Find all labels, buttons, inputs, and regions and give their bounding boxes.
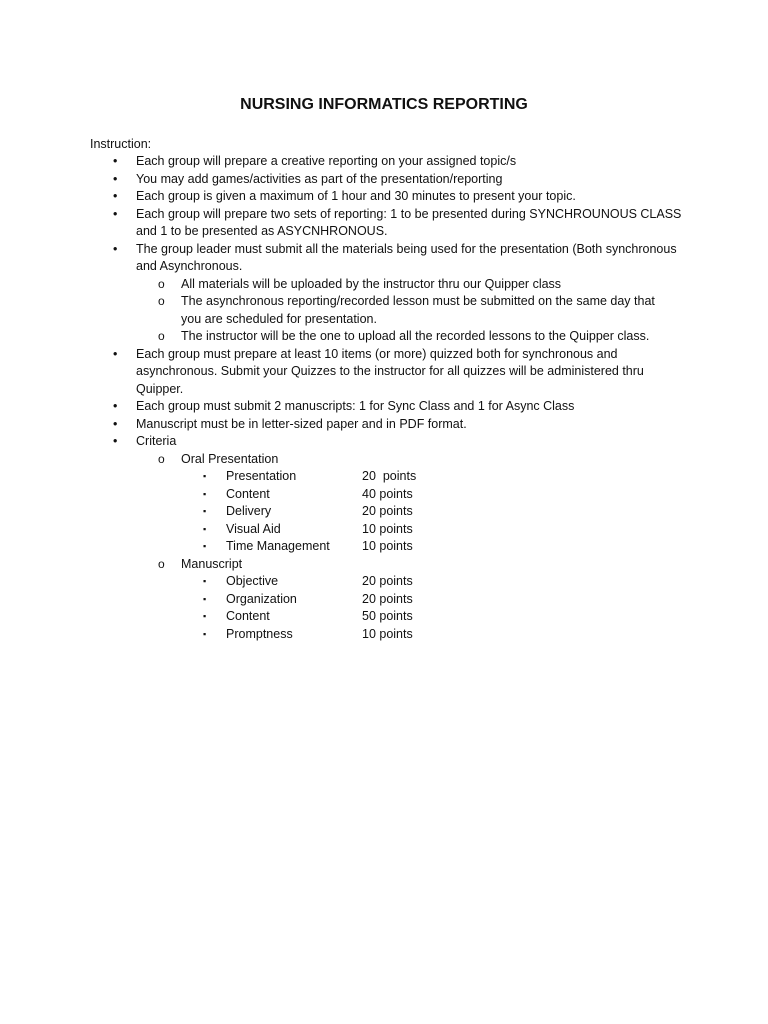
- criteria-row: [0, 468, 768, 486]
- bullet-marker: •: [113, 241, 118, 256]
- criteria-row: [0, 521, 768, 539]
- criteria-points: 10 points: [362, 539, 413, 553]
- list-item-criteria: • Criteria: [0, 433, 768, 451]
- criteria-group-manuscript: [0, 556, 768, 574]
- criteria-points: 20 points: [362, 469, 417, 483]
- bullet-marker: •: [113, 346, 118, 361]
- criteria-row: [0, 591, 768, 609]
- criteria-row: [0, 503, 768, 521]
- sub-list-item: o The asynchronous reporting/recorded lesson must be submitted on the same day that you are scheduled for presentation.: [158, 294, 655, 326]
- square-marker: ▪: [203, 506, 207, 516]
- square-marker: ▪: [203, 593, 207, 604]
- bullet-marker: •: [113, 171, 118, 186]
- criteria-label: Content: [226, 486, 270, 501]
- criteria-points: 50 points: [362, 609, 413, 623]
- sub-list-item: o All materials will be uploaded by the instructor thru our Quipper class: [0, 276, 768, 294]
- criteria-row: [0, 538, 768, 556]
- list-item: • The group leader must submit all the materials being used for the presentation (Both synchronous and Asynchronous.: [113, 241, 677, 273]
- instruction-list: [0, 153, 768, 643]
- square-marker: ▪: [203, 541, 207, 551]
- square-marker: ▪: [203, 488, 207, 499]
- list-item: • Manuscript must be in letter-sized paper and in PDF format.: [0, 416, 768, 434]
- sub-list-item: o The instructor will be the one to upload all the recorded lessons to the Quipper class.: [0, 328, 768, 346]
- criteria-points: 20 points: [362, 504, 413, 518]
- criteria-row: [0, 573, 768, 591]
- criteria-label: Presentation: [226, 469, 297, 483]
- square-marker: ▪: [203, 611, 207, 621]
- bullet-marker: •: [113, 416, 118, 431]
- criteria-group-label: Oral Presentation: [181, 451, 279, 466]
- circle-marker: o: [158, 556, 165, 571]
- bullet-marker: •: [113, 399, 118, 413]
- list-item: • Each group will prepare two sets of reporting: 1 to be presented during SYNCHROUNOUS CLASS and 1 to be presented as ASYCNHRONOUS.: [113, 206, 682, 238]
- instruction-label: Instruction:: [90, 137, 152, 151]
- list-item: • Each group will prepare a creative reporting on your assigned topic/s: [0, 153, 768, 171]
- bullet-marker: •: [113, 189, 118, 203]
- list-item: • Each group is given a maximum of 1 hour and 30 minutes to present your topic.: [0, 188, 768, 206]
- criteria-row: [0, 486, 768, 504]
- criteria-group-oral: [0, 451, 768, 469]
- bullet-marker: •: [113, 434, 118, 448]
- circle-marker: o: [158, 451, 165, 466]
- criteria-points: 20 points: [362, 591, 413, 606]
- square-marker: ▪: [203, 628, 207, 639]
- list-item: • Each group must submit 2 manuscripts: 1 for Sync Class and 1 for Async Class: [0, 398, 768, 416]
- circle-marker: o: [158, 329, 165, 343]
- criteria-group-label: Manuscript: [181, 556, 243, 571]
- criteria-row: [0, 608, 768, 626]
- square-marker: ▪: [203, 471, 207, 481]
- circle-marker: o: [158, 294, 165, 308]
- square-marker: ▪: [203, 576, 207, 586]
- criteria-label: Content: [226, 609, 270, 623]
- criteria-label: Objective: [226, 574, 279, 588]
- criteria-label: Delivery: [226, 504, 272, 518]
- criteria-label: Organization: [226, 591, 297, 606]
- criteria-label: Promptness: [226, 626, 293, 641]
- bullet-marker: •: [113, 154, 118, 168]
- criteria-row: [0, 626, 768, 644]
- document-title: NURSING INFORMATICS REPORTING: [240, 96, 528, 113]
- list-item: • You may add games/activities as part of the presentation/reporting: [0, 171, 768, 189]
- criteria-points: 40 points: [362, 486, 413, 501]
- circle-marker: o: [158, 276, 165, 291]
- criteria-points: 20 points: [362, 574, 413, 588]
- square-marker: ▪: [203, 523, 207, 534]
- list-item: • Each group must prepare at least 10 items (or more) quizzed both for synchronous and asynchronous. Submit your Quizzes to the instructor for all quizzes will be administered thru Quipper.: [113, 346, 644, 396]
- criteria-label: Time Management: [226, 539, 330, 553]
- criteria-points: 10 points: [362, 626, 413, 641]
- criteria-points: 10 points: [362, 521, 413, 536]
- bullet-marker: •: [113, 206, 118, 221]
- criteria-label: Visual Aid: [226, 521, 281, 536]
